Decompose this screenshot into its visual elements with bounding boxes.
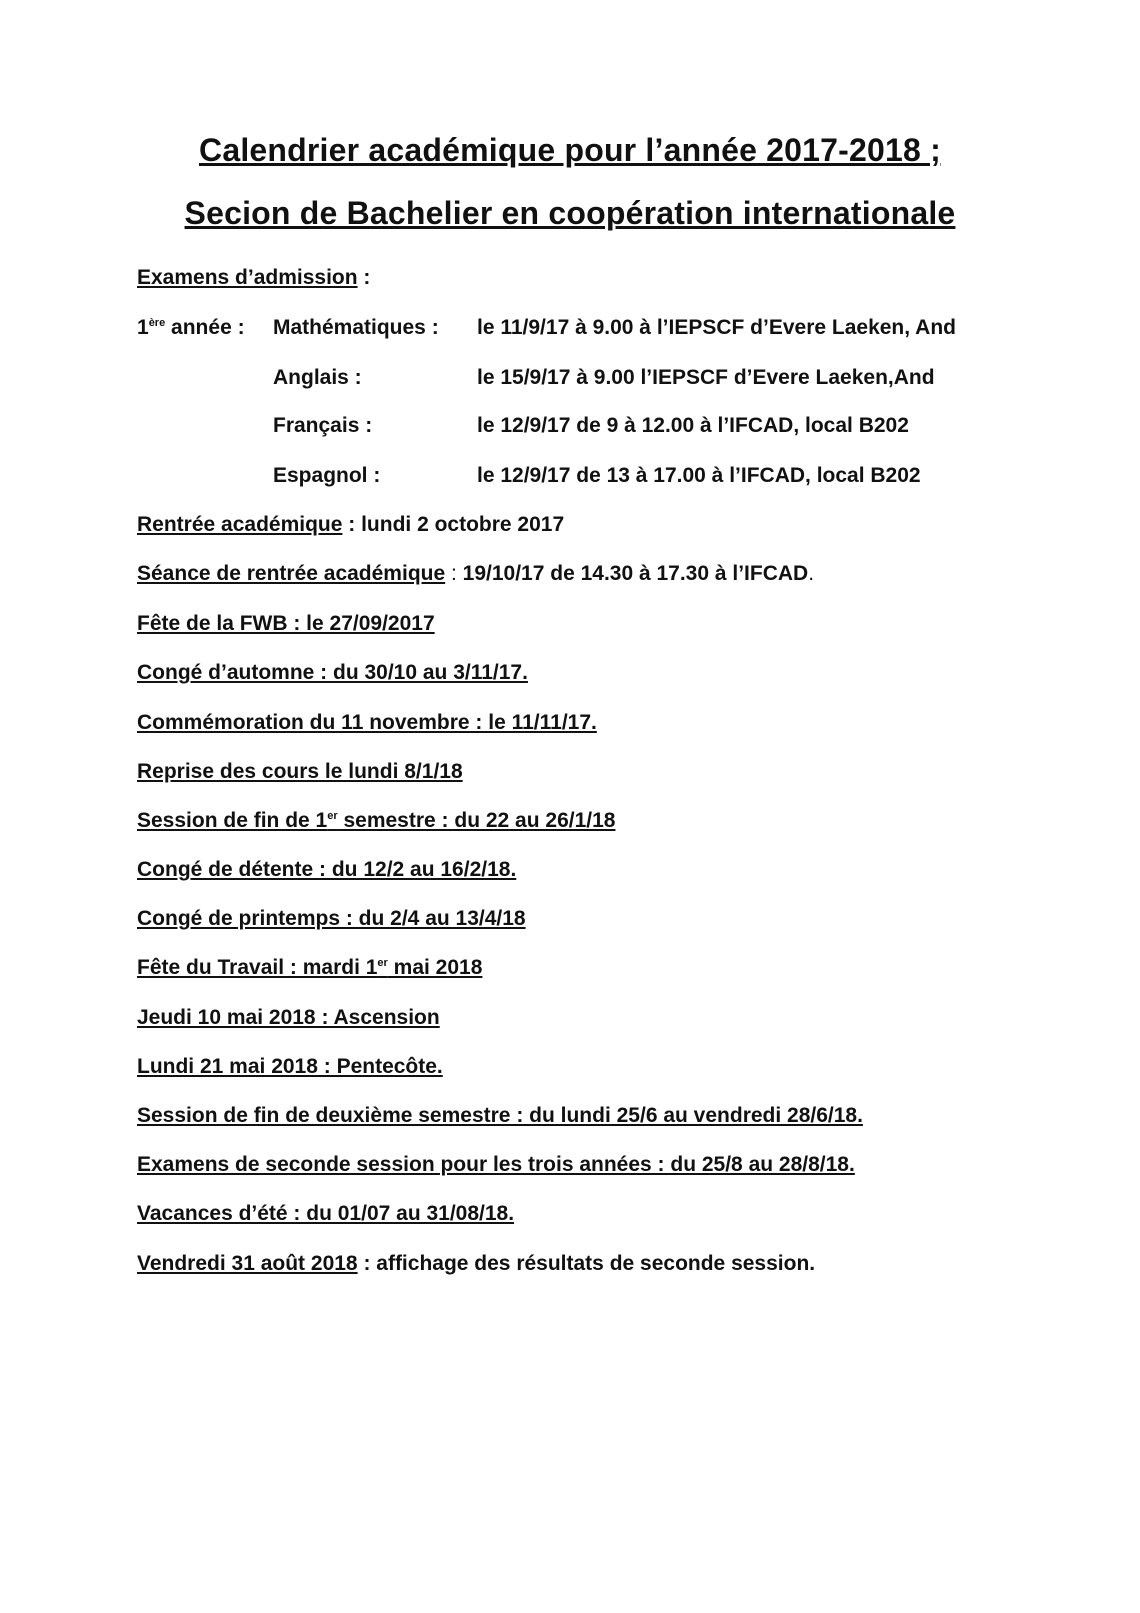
resultats-label: Vendredi 31 août 2018 [137, 1252, 358, 1275]
exam-subject: Anglais : [273, 366, 362, 389]
session2-line: Session de fin de deuxième semestre : du lundi 25/6 au vendredi 28/6/18. [137, 1104, 863, 1127]
seance-line: Séance de rentrée académique : 19/10/17 de 14.30 à 17.30 à l’IFCAD. [137, 562, 815, 585]
commemoration-line: Commémoration du 11 novembre : le 11/11/17. [137, 711, 597, 734]
session1-line: Session de fin de 1er semestre : du 22 au 26/1/18 [137, 809, 616, 832]
seance-date: 19/10/17 de 14.30 à 17.30 à l’IFCAD [456, 562, 809, 585]
admission-colon: : [357, 266, 371, 289]
vacances-line: Vacances d’été : du 01/07 au 31/08/18. [137, 1202, 515, 1225]
exam-subject: Espagnol : [273, 464, 381, 487]
rentree-label: Rentrée académique [137, 513, 343, 536]
conge-printemps-line: Congé de printemps : du 2/4 au 13/4/18 [137, 907, 526, 930]
rentree-line [137, 513, 564, 537]
exam-detail: le 15/9/17 à 9.00 l’IEPSCF d’Evere Laeken,And [477, 366, 935, 389]
conge-detente-line: Congé de détente : du 12/2 au 16/2/18. [137, 858, 517, 881]
document-subtitle: Secion de Bachelier en coopération internationale [184, 195, 956, 231]
admission-heading [137, 266, 370, 290]
resultats-text: : affichage des résultats de seconde session. [357, 1252, 816, 1275]
ascension-line: Jeudi 10 mai 2018 : Ascension [137, 1006, 440, 1029]
year-label: 1ère année : [137, 316, 245, 339]
seance-label: Séance de rentrée académique [137, 562, 446, 585]
exam-detail: le 12/9/17 de 13 à 17.00 à l’IFCAD, local B202 [477, 464, 921, 487]
admission-label: Examens d’admission [137, 266, 358, 289]
seconde-session-line: Examens de seconde session pour les trois années : du 25/8 au 28/8/18. [137, 1153, 855, 1176]
rentree-date: : lundi 2 octobre 2017 [342, 513, 565, 536]
resultats-line [137, 1252, 815, 1276]
conge-automne-line: Congé d’automne : du 30/10 au 3/11/17. [137, 661, 528, 684]
fete-fwb-line: Fête de la FWB : le 27/09/2017 [137, 612, 435, 635]
exam-subject: Mathématiques : [273, 316, 439, 339]
exam-detail: le 12/9/17 de 9 à 12.00 à l’IFCAD, local B202 [477, 414, 909, 437]
pentecote-line: Lundi 21 mai 2018 : Pentecôte. [137, 1055, 443, 1078]
reprise-line: Reprise des cours le lundi 8/1/18 [137, 760, 463, 783]
fete-travail-line: Fête du Travail : mardi 1er mai 2018 [137, 956, 483, 979]
exam-detail: le 11/9/17 à 9.00 à l’IEPSCF d’Evere Laeken, And [477, 316, 956, 339]
exam-subject: Français : [273, 414, 373, 437]
document-title: Calendrier académique pour l’année 2017-2018 ; [199, 132, 941, 168]
